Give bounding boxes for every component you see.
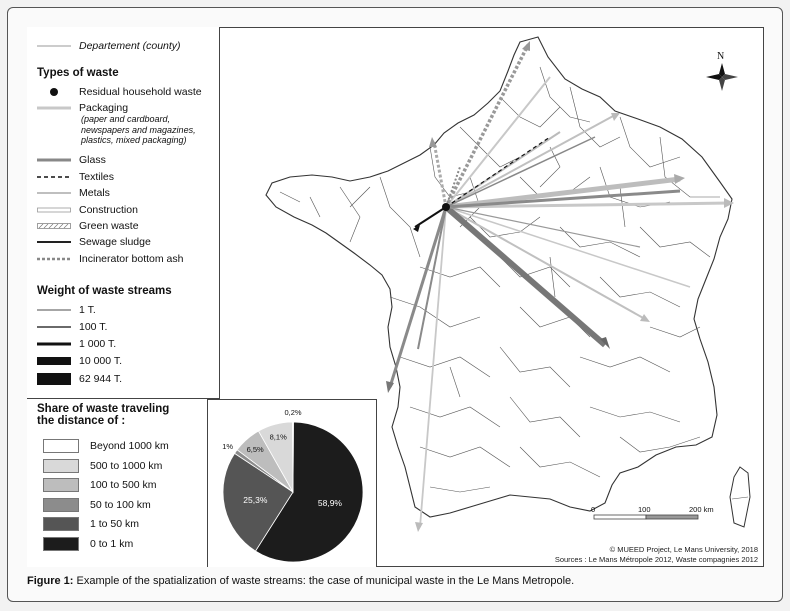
- share-legend-label: 500 to 1000 km: [90, 459, 163, 472]
- types-heading: Types of waste: [37, 67, 119, 79]
- share-legend-label: 0 to 1 km: [90, 537, 134, 550]
- legend-weight-1: [37, 303, 96, 317]
- legend-type-sewage: [37, 235, 151, 249]
- share-title-line1: Share of waste traveling: [37, 403, 170, 415]
- hatched-line-icon: [37, 221, 71, 231]
- weight-line-icon: [37, 339, 71, 349]
- figure-caption: [27, 575, 574, 587]
- legend-weight-10000: [37, 354, 122, 368]
- share-swatch: [43, 498, 79, 512]
- gray-line-icon: [37, 41, 71, 51]
- weight-line-icon: [37, 374, 71, 384]
- share-legend-label: 100 to 500 km: [90, 479, 157, 491]
- legend-packaging-detail: (paper and cardboard, newspapers and magazines, plastics, mixed packaging): [81, 114, 196, 145]
- pie-slice-label: 8,1%: [269, 432, 287, 442]
- share-legend-label: 1 to 50 km: [90, 518, 140, 530]
- legend-type-label: Textiles: [79, 171, 115, 183]
- legend-type-label: Construction: [79, 204, 138, 216]
- share-swatch: [43, 478, 79, 492]
- legend-type-textiles: [37, 170, 114, 184]
- legend-type-label: Incinerator bottom ash: [79, 253, 184, 265]
- share-legend-item: [43, 517, 139, 531]
- weight-line-icon: [37, 356, 71, 366]
- share-swatch: [43, 537, 79, 551]
- credit-text: © MUEED Project, Le Mans University, 2018: [609, 545, 758, 554]
- legend-type-construction: [37, 203, 138, 217]
- legend-type-label: Packaging: [79, 102, 129, 114]
- share-legend-item: [43, 459, 162, 473]
- share-legend-item: [43, 439, 169, 453]
- share-title: [37, 403, 169, 427]
- legend-weight-label: 10 000 T.: [79, 355, 123, 367]
- scale-bar: [594, 515, 698, 519]
- legend-type-label: Residual household waste: [79, 86, 202, 98]
- light-gray-line-icon: [37, 103, 71, 113]
- pie-slice-label: 58,9%: [317, 497, 342, 508]
- legend-type-label: Sewage sludge: [79, 236, 151, 248]
- legend-type-metals: [37, 186, 110, 200]
- legend-type-green: [37, 219, 139, 233]
- weights-heading: Weight of waste streams: [37, 285, 172, 297]
- caption-text: Example of the spatialization of waste streams: the case of municipal waste in the Le Mans Metropole.: [73, 575, 575, 587]
- legend-department-label: Departement (county): [79, 40, 181, 52]
- weight-line-icon: [37, 305, 71, 315]
- legend-weight-62944: [37, 372, 122, 386]
- legend-weight-label: 100 T.: [79, 321, 108, 333]
- distance-pie-chart: [208, 399, 377, 567]
- black-line-icon: [37, 237, 71, 247]
- arrowhead: [386, 381, 394, 393]
- weight-line-icon: [37, 322, 71, 332]
- caption-label: Figure 1:: [27, 575, 74, 587]
- le-mans-origin: [442, 203, 450, 211]
- pie-svg: [208, 400, 377, 568]
- legend-type-label: Green waste: [79, 220, 139, 232]
- share-legend-item: [43, 498, 151, 512]
- gray-line-icon: [37, 155, 71, 165]
- scale-label-200: 200 km: [689, 505, 714, 514]
- pie-slice-label: 25,3%: [243, 495, 268, 506]
- legend-type-label: Glass: [79, 154, 106, 166]
- map-legend: [27, 27, 220, 399]
- share-legend-item: [43, 537, 133, 551]
- scale-label-100: 100: [638, 505, 651, 514]
- pie-slice-label: 0,2%: [284, 408, 302, 417]
- black-dashed-line-icon: [37, 172, 71, 182]
- north-label: N: [717, 51, 725, 62]
- dotted-gray-line-icon: [37, 254, 71, 264]
- pie-slice-label: 6,5%: [246, 444, 264, 454]
- legend-type-residual: [37, 85, 202, 99]
- white-outline-line-icon: [37, 205, 71, 215]
- share-swatch: [43, 459, 79, 473]
- share-title-line2: the distance of :: [37, 415, 126, 427]
- legend-weight-label: 1 000 T.: [79, 338, 117, 350]
- sources-text: Sources : Le Mans Métropole 2012, Waste compagnies 2012: [554, 555, 758, 564]
- legend-type-label: Metals: [79, 187, 110, 199]
- thin-gray-line-icon: [37, 188, 71, 198]
- share-legend-label: 50 to 100 km: [90, 498, 151, 511]
- pie-slice-label: 1%: [222, 441, 234, 451]
- distance-share-legend: [27, 399, 208, 567]
- legend-weight-100: [37, 320, 107, 334]
- black-dot-icon: [37, 87, 71, 97]
- legend-weight-1000: [37, 337, 116, 351]
- share-swatch: [43, 517, 79, 531]
- scale-label-0: 0: [591, 505, 596, 514]
- legend-type-bottom-ash: [37, 252, 183, 266]
- legend-department: [37, 39, 181, 53]
- legend-weight-label: 1 T.: [79, 304, 96, 316]
- legend-weight-label: 62 944 T.: [79, 373, 123, 385]
- legend-type-glass: [37, 153, 106, 167]
- legend-type-packaging: [37, 101, 128, 115]
- share-legend-item: [43, 478, 157, 492]
- north-arrow: [706, 63, 738, 91]
- arrowhead: [415, 522, 423, 532]
- share-legend-label: Beyond 1000 km: [90, 440, 169, 452]
- share-swatch: [43, 439, 79, 453]
- pie-slice: [293, 422, 294, 492]
